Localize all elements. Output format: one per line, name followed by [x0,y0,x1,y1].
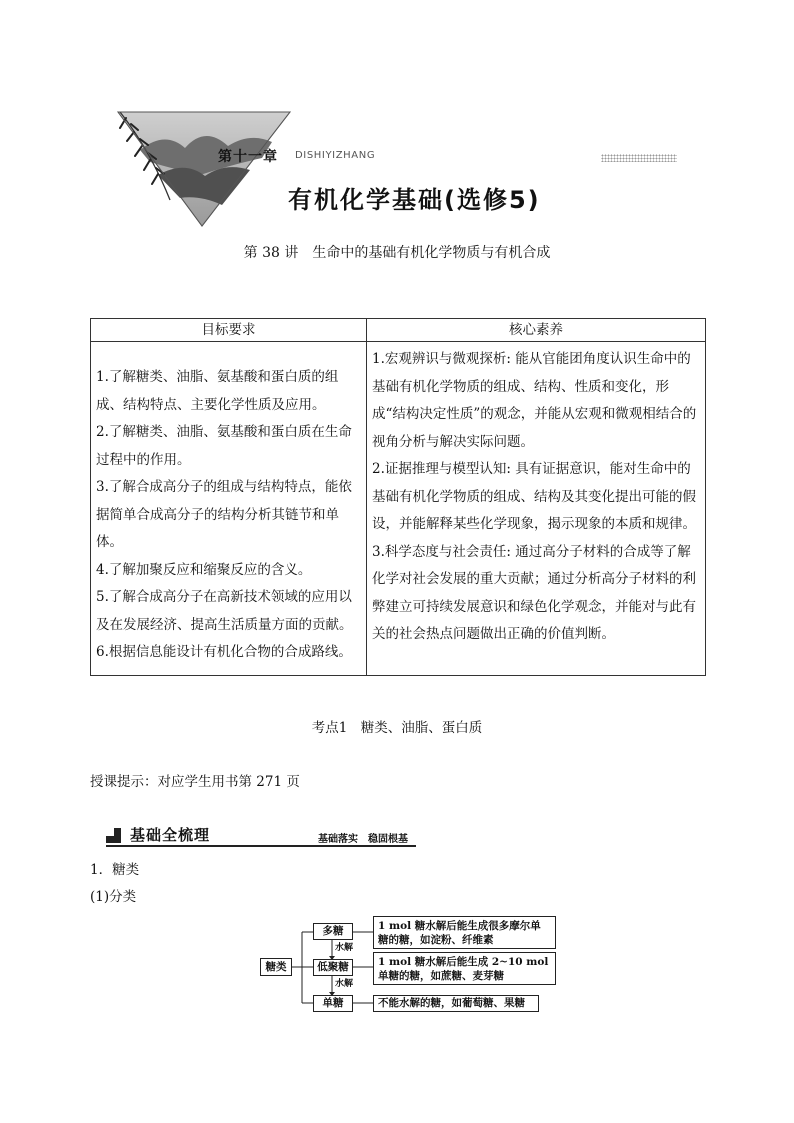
node-polysaccharide: 多糖 [313,923,353,940]
goals-cell [91,342,367,676]
table-header-literacy: 核心素养 [367,319,706,342]
sugar-classification-diagram [255,912,565,1017]
heading-classification: (1)分类 [90,889,137,905]
exam-point-title: 考点1 糖类、油脂、蛋白质 [311,720,483,736]
desc-oligosaccharide: 1 mol 糖水解后能生成 2~10 mol 单糖的糖，如蔗糖、麦芽糖 [373,952,556,985]
goal-item: 2.了解糖类、油脂、氨基酸和蛋白质在生命过程中的作用。 [96,424,352,468]
dotted-rule [601,154,677,162]
section-subtitle: 基础落实 稳固根基 [318,834,408,845]
node-monosaccharide: 单糖 [313,995,353,1012]
literacy-item: 2.证据推理与模型认知: 具有证据意识，能对生命中的基础有机化学物质的组成、结构及其变化提出可能的假设，并能解释某些化学现象，揭示现象的本质和规律。 [372,461,696,532]
hydrolysis-label: 水解 [335,979,354,989]
desc-polysaccharide: 1 mol 糖水解后能生成很多摩尔单糖的糖，如淀粉、纤维素 [373,916,556,949]
section-underline [106,845,416,847]
table-header-goals: 目标要求 [91,319,367,342]
node-sugars-root: 糖类 [260,958,292,976]
section-title: 基础全梳理 [130,826,211,844]
heading-sugars: 1．糖类 [90,862,140,878]
hydrolysis-label: 水解 [335,943,354,953]
literacy-item: 3.科学态度与社会责任: 通过高分子材料的合成等了解化学对社会发展的重大贡献；通过分析高分子材料的利弊建立可持续发展意识和绿色化学观念，并能对与此有关的社会热点问题做出正确的价值判断。 [372,543,696,642]
section-square-icon-inner [106,828,114,836]
literacy-cell [367,342,706,676]
chapter-pinyin: DISHIYIZHANG [295,150,376,161]
teaching-hint: 授课提示：对应学生用书第 271 页 [90,774,300,790]
chapter-title: 有机化学基础(选修5) [288,186,541,214]
goal-item: 5.了解合成高分子在高新技术领域的应用以及在发展经济、提高生活质量方面的贡献。 [96,589,353,633]
goal-item: 3.了解合成高分子的组成与结构特点，能依据简单合成高分子的结构分析其链节和单体。 [96,479,352,550]
goal-item: 1.了解糖类、油脂、氨基酸和蛋白质的组成、结构特点、主要化学性质及应用。 [96,369,339,413]
literacy-item: 1.宏观辨识与微观探析: 能从官能团角度认识生命中的基础有机化学物质的组成、结构、性质和变化，形成“结构决定性质”的观念，并能从宏观和微观相结合的视角分析与解决实际问题。 [372,351,697,450]
desc-monosaccharide: 不能水解的糖，如葡萄糖、果糖 [373,995,539,1012]
goal-item: 4.了解加聚反应和缩聚反应的含义。 [96,561,312,578]
chapter-label: 第十一章 [218,149,278,165]
goal-item: 6.根据信息能设计有机化合物的合成路线。 [96,644,352,660]
lecture-title: 第 38 讲 生命中的基础有机化学物质与有机合成 [243,245,551,261]
objectives-table [90,318,706,676]
node-oligosaccharide: 低聚糖 [313,959,353,976]
